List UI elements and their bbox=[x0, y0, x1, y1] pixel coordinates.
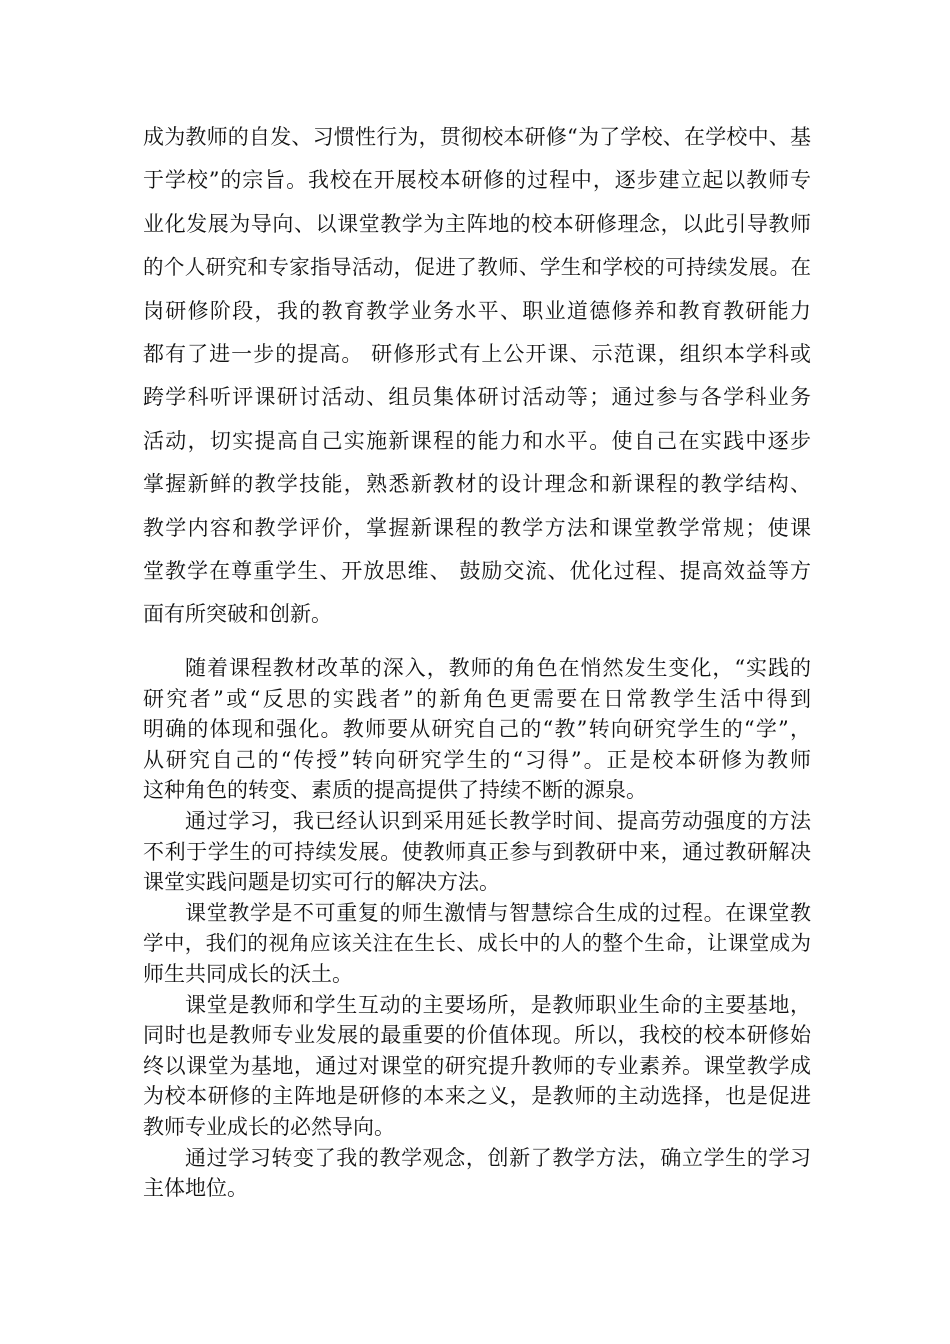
text-line: 活动，切实提高自己实施新课程的能力和水平。使自己在实践中逐步 bbox=[143, 428, 811, 453]
text-line: 为校本研修的主阵地是研修的本来之义，是教师的主动选择，也是促进 bbox=[143, 1084, 811, 1109]
text-line: 主体地位。 bbox=[143, 1176, 248, 1201]
paragraph-continued bbox=[143, 116, 811, 637]
text-line: 都有了进一步的提高。 研修形式有上公开课、示范课，组织本学科或 bbox=[143, 341, 811, 366]
text-line: 于学校”的宗旨。我校在开展校本研修的过程中，逐步建立起以教师专 bbox=[143, 168, 811, 193]
text-line: 课堂实践问题是切实可行的解决方法。 bbox=[143, 870, 500, 895]
text-line: 教学内容和教学评价，掌握新课程的教学方法和课堂教学常规；使课 bbox=[143, 515, 811, 540]
text-line: 从研究自己的“传授”转向研究学生的“习得”。正是校本研修为教师 bbox=[143, 747, 811, 772]
text-line: 岗研修阶段，我的教育教学业务水平、职业道德修养和教育教研能力 bbox=[143, 298, 811, 323]
text-line: 终以课堂为基地，通过对课堂的研究提升教师的专业素养。课堂教学成 bbox=[143, 1053, 811, 1078]
text-line: 不利于学生的可持续发展。使教师真正参与到教研中来，通过教研解决 bbox=[143, 839, 811, 864]
text-line: 学中，我们的视角应该关注在生长、成长中的人的整个生命，让课堂成为 bbox=[143, 931, 811, 956]
paragraph-first-line: 通过学习转变了我的教学观念，创新了教学方法，确立学生的学习 bbox=[185, 1145, 811, 1170]
paragraph-first-line: 通过学习，我已经认识到采用延长教学时间、提高劳动强度的方法 bbox=[185, 808, 811, 833]
text-line: 跨学科听评课研讨活动、组员集体研讨活动等；通过参与各学科业务 bbox=[143, 385, 811, 410]
text-line: 堂教学在尊重学生、开放思维、 鼓励交流、优化过程、提高效益等方 bbox=[143, 558, 811, 583]
text-line: 同时也是教师专业发展的最重要的价值体现。所以，我校的校本研修始 bbox=[143, 1023, 811, 1048]
text-line: 师生共同成长的沃土。 bbox=[143, 961, 353, 986]
text-line: 业化发展为导向、以课堂教学为主阵地的校本研修理念，以此引导教师 bbox=[143, 211, 811, 236]
paragraph-first-line: 随着课程教材改革的深入，教师的角色在悄然发生变化，“实践的 bbox=[185, 656, 811, 680]
text-line: 面有所突破和创新。 bbox=[143, 602, 332, 627]
text-line: 的个人研究和专家指导活动，促进了教师、学生和学校的可持续发展。在 bbox=[143, 255, 811, 280]
text-line: 掌握新鲜的教学技能，熟悉新教材的设计理念和新课程的教学结构、 bbox=[143, 472, 811, 497]
paragraphs-body bbox=[143, 653, 811, 1204]
text-line: 研究者”或“反思的实践者”的新角色更需要在日常教学生活中得到 bbox=[143, 686, 811, 711]
paragraph-first-line: 课堂是教师和学生互动的主要场所，是教师职业生命的主要基地， bbox=[185, 992, 811, 1017]
text-line: 明确的体现和强化。教师要从研究自己的“教”转向研究学生的“学”， bbox=[143, 717, 811, 742]
text-line: 成为教师的自发、习惯性行为，贯彻校本研修“为了学校、在学校中、基 bbox=[143, 125, 811, 149]
paragraph-first-line: 课堂教学是不可重复的师生激情与智慧综合生成的过程。在课堂教 bbox=[185, 900, 811, 925]
text-line: 教师专业成长的必然导向。 bbox=[143, 1114, 395, 1139]
text-line: 这种角色的转变、素质的提高提供了持续不断的源泉。 bbox=[143, 778, 647, 803]
